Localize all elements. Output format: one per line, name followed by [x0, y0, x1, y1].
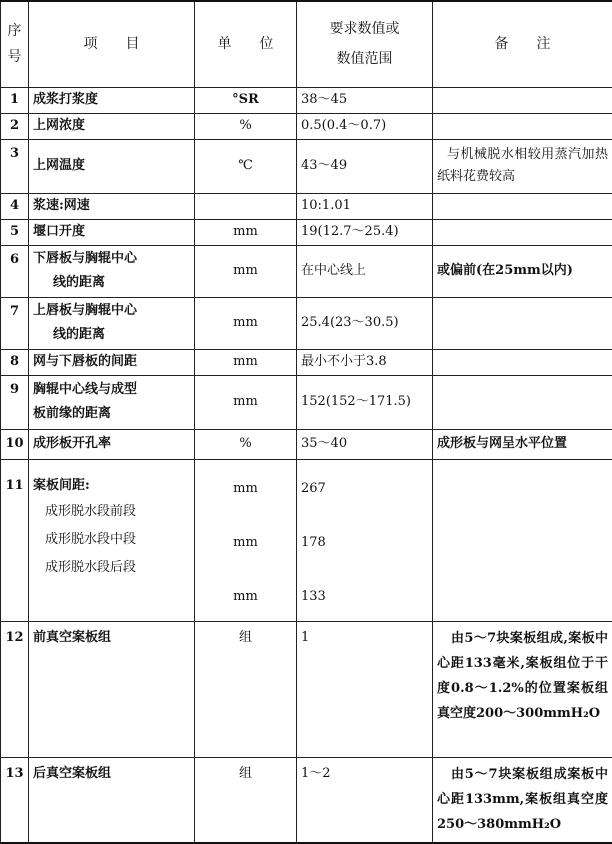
row-value: 1～2	[297, 757, 433, 843]
header-value-line2: 数值范围	[301, 44, 428, 74]
row-number: 10	[1, 429, 29, 459]
table-row	[1, 113, 612, 139]
row-item: 上网温度	[29, 139, 195, 193]
row-item	[29, 297, 195, 349]
row-note	[433, 87, 612, 113]
header-note: 备 注	[433, 1, 612, 87]
row-number: 6	[1, 245, 29, 297]
row-value: 43～49	[297, 139, 433, 193]
row-unit: mm	[195, 245, 297, 297]
table-row	[1, 193, 612, 219]
row-note	[433, 219, 612, 245]
table-row	[1, 375, 612, 429]
row-note: 与机械脱水相较用蒸汽加热纸料花费较高	[433, 139, 612, 193]
row-value	[297, 459, 433, 621]
row-unit: mm	[195, 297, 297, 349]
row-item	[29, 459, 195, 621]
row-value: 25.4(23～30.5)	[297, 297, 433, 349]
row-note	[433, 297, 612, 349]
row-item: 成形板开孔率	[29, 429, 195, 459]
row-number: 11	[1, 459, 29, 621]
table-row	[1, 757, 612, 843]
header-value	[297, 1, 433, 87]
row-item: 网与下唇板的间距	[29, 349, 195, 375]
row-note: 成形板与网呈水平位置	[433, 429, 612, 459]
row-value: 最小不小于3.8	[297, 349, 433, 375]
header-row	[1, 1, 612, 87]
row-unit: mm	[195, 349, 297, 375]
table-row	[1, 245, 612, 297]
row-value: 152(152～171.5)	[297, 375, 433, 429]
header-item: 项 目	[29, 1, 195, 87]
row-item: 上网浓度	[29, 113, 195, 139]
table-row	[1, 429, 612, 459]
row-value: 38～45	[297, 87, 433, 113]
row-number: 1	[1, 87, 29, 113]
row-number: 4	[1, 193, 29, 219]
row-value: 1	[297, 621, 433, 757]
row-item	[29, 375, 195, 429]
row-value: 0.5(0.4～0.7)	[297, 113, 433, 139]
row-unit	[195, 459, 297, 621]
row-unit-middle: mm	[199, 528, 292, 558]
row-item-line1: 胸辊中心线与成型	[33, 378, 190, 402]
row-note	[433, 193, 612, 219]
table-row	[1, 349, 612, 375]
row-item-line2: 线的距离	[33, 323, 190, 347]
row-item-line2: 板前缘的距离	[33, 402, 190, 426]
row-unit: 组	[195, 621, 297, 757]
row-unit-rear: mm	[199, 582, 292, 612]
table-row	[1, 297, 612, 349]
row-value: 19(12.7～25.4)	[297, 219, 433, 245]
row-unit: mm	[195, 375, 297, 429]
row-number: 5	[1, 219, 29, 245]
row-item-line1: 上唇板与胸辊中心	[33, 299, 190, 323]
row-number: 7	[1, 297, 29, 349]
row-note	[433, 349, 612, 375]
row-item-label: 案板间距:	[33, 474, 190, 498]
row-unit: 组	[195, 757, 297, 843]
row-note	[433, 459, 612, 621]
header-value-line1: 要求数值或	[301, 14, 428, 44]
row-note	[433, 375, 612, 429]
row-value-front: 267	[301, 474, 428, 504]
row-item	[29, 245, 195, 297]
row-item: 前真空案板组	[29, 621, 195, 757]
row-value: 在中心线上	[297, 245, 433, 297]
row-number: 13	[1, 757, 29, 843]
table-row	[1, 87, 612, 113]
row-unit: mm	[195, 219, 297, 245]
row-item: 堰口开度	[29, 219, 195, 245]
row-number: 8	[1, 349, 29, 375]
row-item-sub-rear: 成形脱水段后段	[33, 554, 190, 582]
row-item-line1: 下唇板与胸辊中心	[33, 247, 190, 271]
row-value: 10:1.01	[297, 193, 433, 219]
row-note: 由5～7块案板组成案板中心距133mm,案板组真空度250～380mmH₂O	[433, 757, 612, 843]
row-value: 35～40	[297, 429, 433, 459]
row-number: 2	[1, 113, 29, 139]
row-unit: °SR	[195, 87, 297, 113]
row-number: 12	[1, 621, 29, 757]
table-row	[1, 459, 612, 621]
row-item: 成浆打浆度	[29, 87, 195, 113]
row-item-line2: 线的距离	[33, 271, 190, 295]
row-item-sub-front: 成形脱水段前段	[33, 498, 190, 526]
row-note: 或偏前(在25mm以内)	[433, 245, 612, 297]
row-number: 9	[1, 375, 29, 429]
row-number: 3	[1, 139, 29, 193]
row-unit: %	[195, 113, 297, 139]
row-unit-front: mm	[199, 474, 292, 504]
row-item: 浆速:网速	[29, 193, 195, 219]
row-note	[433, 113, 612, 139]
header-seq-text: 序号	[8, 18, 22, 70]
row-unit: ℃	[195, 139, 297, 193]
table-row	[1, 139, 612, 193]
row-value-middle: 178	[301, 528, 428, 558]
table-row	[1, 621, 612, 757]
row-value-rear: 133	[301, 582, 428, 612]
row-unit: %	[195, 429, 297, 459]
row-note: 由5～7块案板组成,案板中心距133毫米,案板组位于干度0.8～1.2%的位置案板组真空度200～300mmH₂O	[433, 621, 612, 757]
row-unit	[195, 193, 297, 219]
row-item: 后真空案板组	[29, 757, 195, 843]
header-seq	[1, 1, 29, 87]
row-item-sub-middle: 成形脱水段中段	[33, 526, 190, 554]
header-unit: 单 位	[195, 1, 297, 87]
table-row	[1, 219, 612, 245]
